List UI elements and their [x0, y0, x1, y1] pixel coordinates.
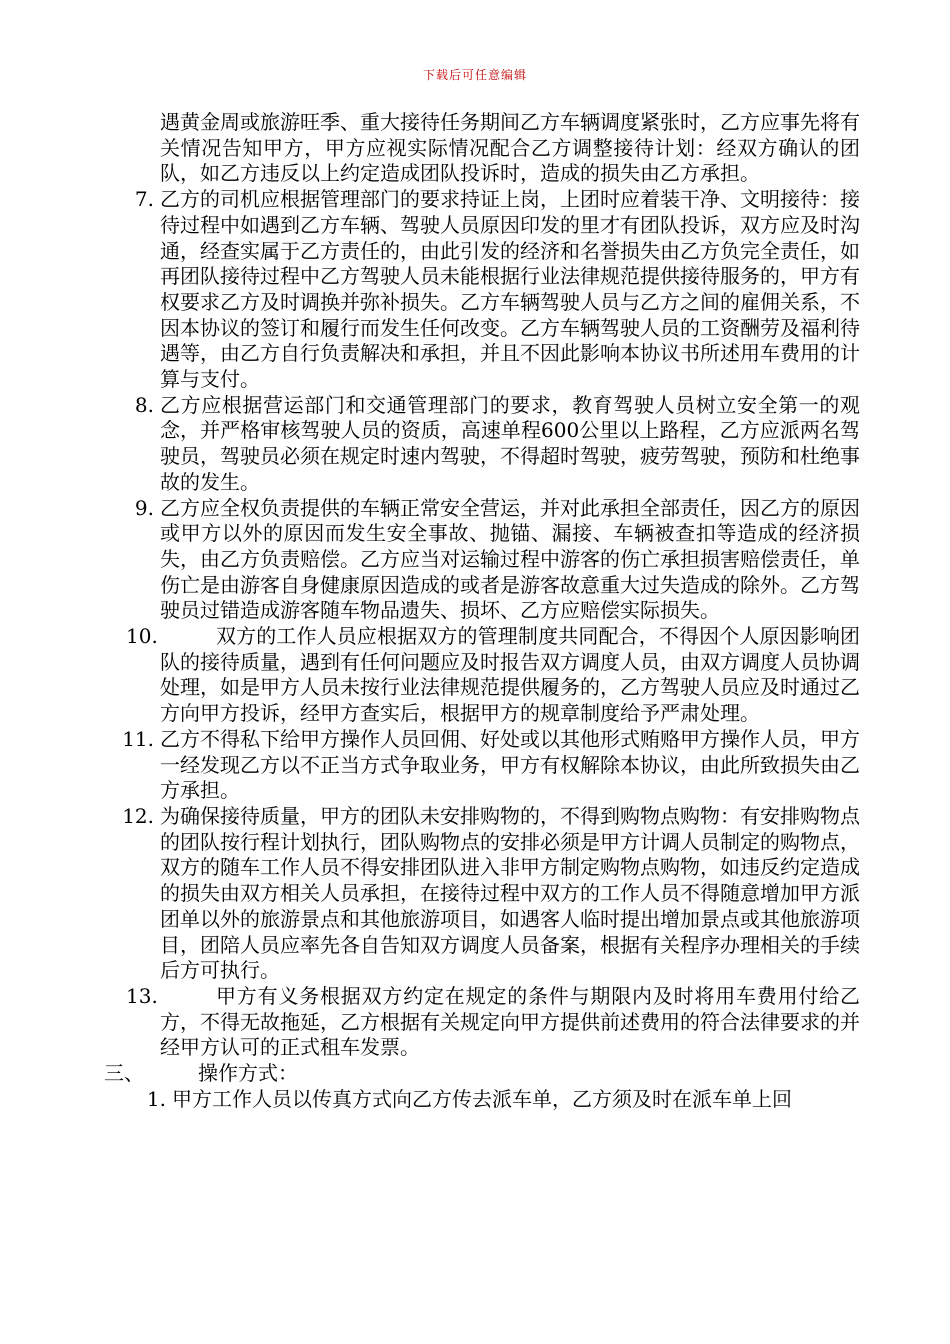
clause-number: 8.: [134, 392, 154, 417]
clause-9: [134, 495, 860, 625]
clause-number: 13.: [126, 983, 158, 1008]
section-number: 三、: [104, 1061, 144, 1086]
clause-number: 9.: [134, 495, 154, 520]
clause-10: [126, 624, 860, 727]
clause-7: [134, 187, 860, 393]
clause-11: [122, 726, 860, 804]
clause-number: 10.: [126, 624, 158, 649]
clause-number: 12.: [122, 803, 154, 828]
clause-text: 乙方应全权负责提供的车辆正常安全营运，并对此承担全部责任，因乙方的原因或甲方以外的原因而发生安全事故、抛锚、漏接、车辆被查扣等造成的经济损失，由乙方负责赔偿。乙方应当对运输过程中游客的伤亡承担损害赔偿责任，单伤亡是由游客自身健康原因造成的或者是游客故意重大过失造成的除外。乙方驾驶员过错造成游客随车物品遗失、损坏、乙方应赔偿实际损失。: [160, 495, 860, 623]
edit-notice: 下载后可任意编辑: [422, 68, 527, 82]
sub-item-text: 甲方工作人员以传真方式向乙方传去派车单，乙方须及时在派车单上回: [172, 1086, 792, 1111]
document-body: [0, 110, 950, 1112]
section-heading: [104, 1061, 950, 1087]
continuation-paragraph: 遇黄金周或旅游旺季、重大接待任务期间乙方车辆调度紧张时，乙方应事先将有关情况告知甲方，甲方应视实际情况配合乙方调整接待计划：经双方确认的团队，如乙方违反以上约定造成团队投诉时，造成的损失由乙方承担。: [160, 110, 860, 186]
clause-12: [122, 803, 860, 984]
clause-number: 11.: [122, 726, 154, 751]
clause-13: [126, 983, 860, 1061]
sub-item-number: 1.: [146, 1086, 166, 1111]
clause-8: [134, 392, 860, 496]
clause-text: 乙方的司机应根据管理部门的要求持证上岗，上团时应着装干净、文明接待：接待过程中如遇到乙方车辆、驾驶人员原因印发的里才有团队投诉，双方应及时沟通，经查实属于乙方责任的，由此引发的经济和名誉损失由乙方负完全责任，如再团队接待过程中乙方驾驶人员未能根据行业法律规范提供接待服务的，甲方有权要求乙方及时调换并弥补损失。乙方车辆驾驶人员与乙方之间的雇佣关系，不因本协议的签订和履行而发生任何改变。乙方车辆驾驶人员的工资酬劳及福利待遇等，由乙方自行负责解决和承担，并且不因此影响本协议书所述用车费用的计算与支付。: [160, 187, 860, 392]
sub-item-1: [146, 1086, 862, 1113]
clause-text: 乙方不得私下给甲方操作人员回佣、好处或以其他形式贿赂甲方操作人员，甲方一经发现乙方以不正当方式争取业务，甲方有权解除本协议，由此所致损失由乙方承担。: [160, 726, 860, 803]
clause-text: 双方的工作人员应根据双方的管理制度共同配合，不得因个人原因影响团队的接待质量，遇到有任何问题应及时报告双方调度人员，由双方调度人员协调处理，如是甲方人员未按行业法律规范提供履务的，乙方驾驶人员应及时通过乙方向甲方投诉，经甲方查实后，根据甲方的规章制度给予严肃处理。: [160, 624, 860, 726]
section-label: 操作方式：: [198, 1061, 298, 1086]
clause-number: 7.: [134, 187, 154, 212]
clause-text: 乙方应根据营运部门和交通管理部门的要求，教育驾驶人员树立安全第一的观念，并严格审核驾驶人员的资质，高速单程600公里以上路程，乙方应派两名驾驶员，驾驶员必须在规定时速内驾驶，不得超时驾驶，疲劳驾驶，预防和杜绝事故的发生。: [160, 392, 860, 494]
clause-text: 为确保接待质量，甲方的团队未安排购物的，不得到购物点购物：有安排购物点的团队按行程计划执行，团队购物点的安排必须是甲方计调人员制定的购物点，双方的随车工作人员不得安排团队进入非甲方制定购物点购物，如违反约定造成的损失由双方相关人员承担，在接待过程中双方的工作人员不得随意增加甲方派团单以外的旅游景点和其他旅游项目，如遇客人临时提出增加景点或其他旅游项目，团陪人员应率先各自告知双方调度人员备案，根据有关程序办理相关的手续后方可执行。: [160, 803, 860, 983]
clause-text: 甲方有义务根据双方约定在规定的条件与期限内及时将用车费用付给乙方，不得无故拖延，乙方根据有关规定向甲方提供前述费用的符合法律要求的并经甲方认可的正式租车发票。: [160, 983, 860, 1060]
